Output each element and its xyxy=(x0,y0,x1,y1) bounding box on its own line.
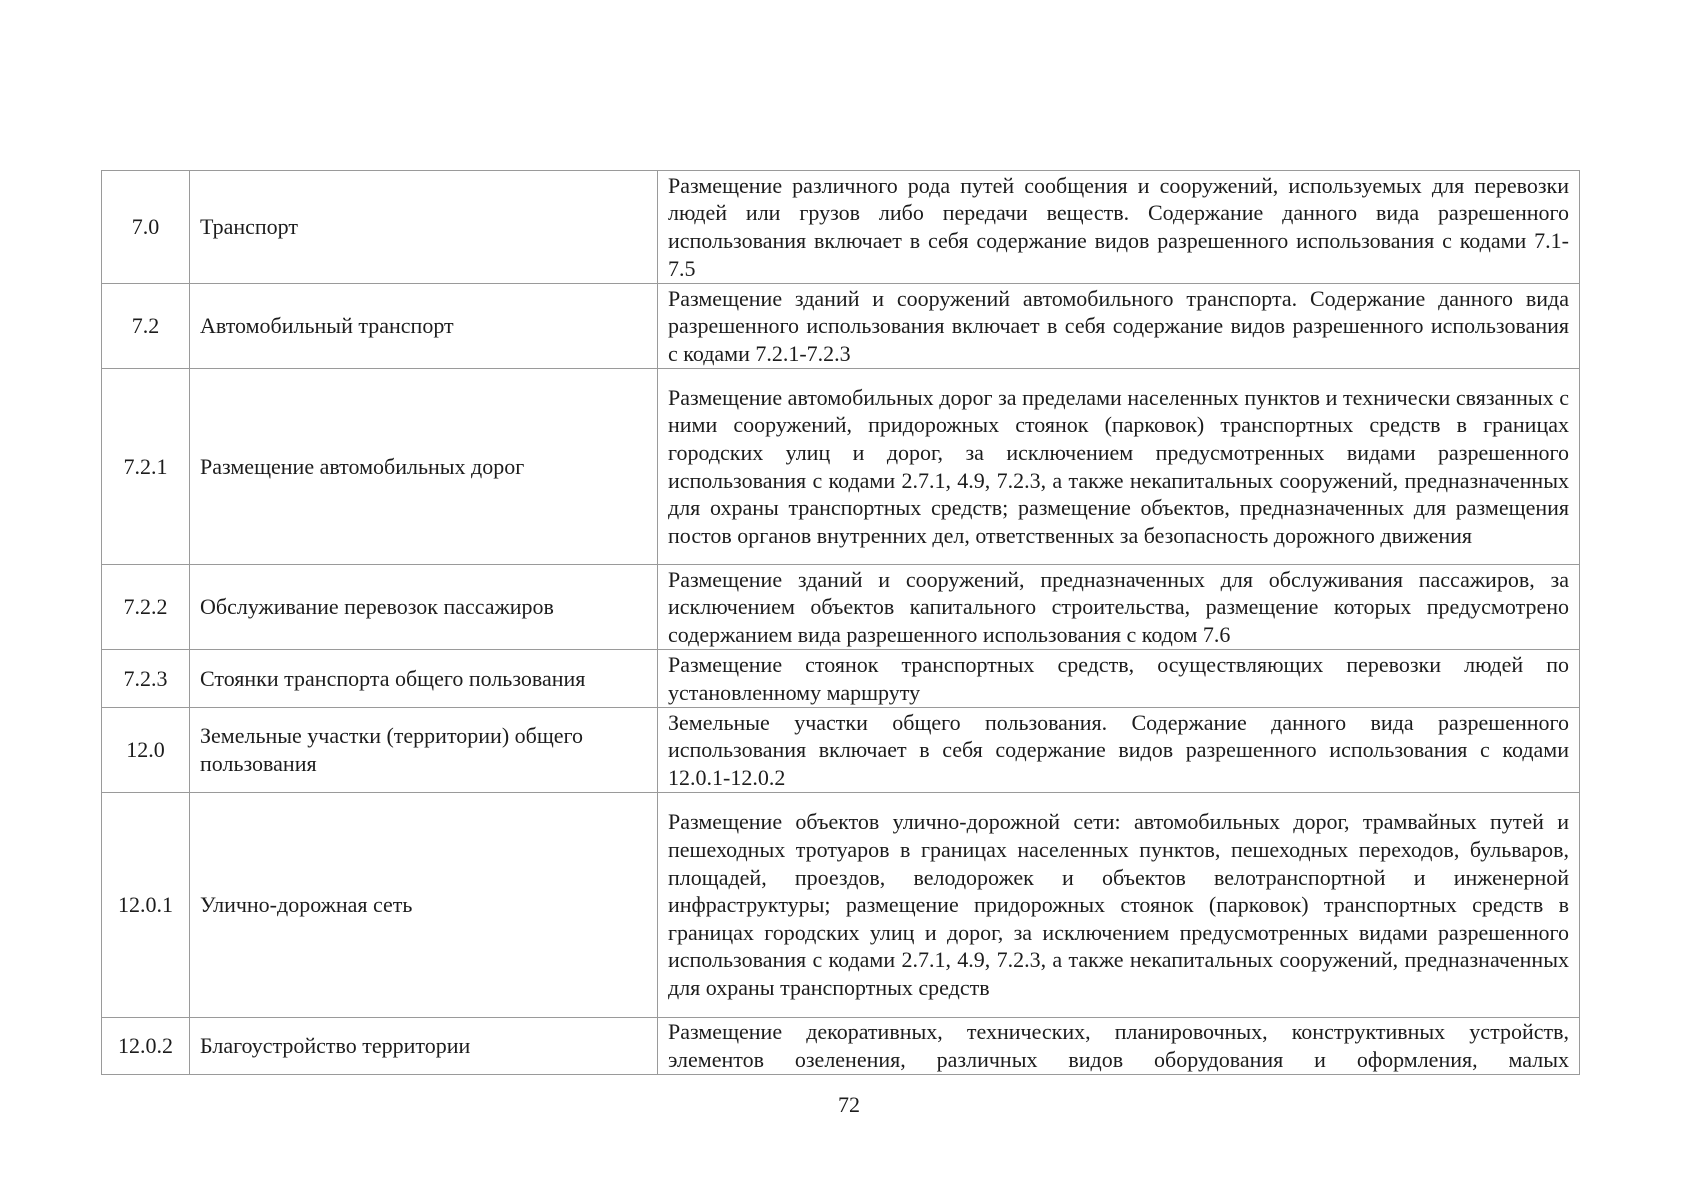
table-row xyxy=(102,708,1580,793)
row-name: Благоустройство территории xyxy=(190,1018,658,1075)
row-name: Земельные участки (территории) общего пользования xyxy=(190,708,658,793)
row-description: Размещение декоративных, технических, планировочных, конструктивных устройств, элементов озеленения, различных видов оборудования и оформления, малых xyxy=(668,1019,1569,1072)
row-name: Автомобильный транспорт xyxy=(190,284,658,369)
row-description: Земельные участки общего пользования. Содержание данного вида разрешенного использования включает в себя содержание видов разрешенного использования с кодами 12.0.1-12.0.2 xyxy=(658,708,1580,793)
table-row xyxy=(102,284,1580,369)
row-code: 12.0 xyxy=(102,708,190,793)
table-row xyxy=(102,793,1580,1018)
table-row xyxy=(102,369,1580,565)
row-description: Размещение стоянок транспортных средств, осуществляющих перевозки людей по установленному маршруту xyxy=(658,650,1580,708)
page-number: 72 xyxy=(838,1092,860,1117)
row-name: Транспорт xyxy=(190,171,658,284)
row-code: 12.0.2 xyxy=(102,1018,190,1075)
row-name: Обслуживание перевозок пассажиров xyxy=(190,565,658,650)
table-row xyxy=(102,650,1580,708)
row-code: 7.2 xyxy=(102,284,190,369)
row-description: Размещение различного рода путей сообщения и сооружений, используемых для перевозки людей или грузов либо передачи веществ. Содержание данного вида разрешенного использования включает в себя содержание видов разрешенного использования с кодами 7.1-7.5 xyxy=(658,171,1580,284)
row-code: 7.2.1 xyxy=(102,369,190,565)
row-code: 7.2.3 xyxy=(102,650,190,708)
row-code: 7.0 xyxy=(102,171,190,284)
row-description: Размещение объектов улично-дорожной сети: автомобильных дорог, трамвайных путей и пешеходных тротуаров в границах населенных пунктов, пешеходных переходов, бульваров, площадей, проездов, велодорожек и объектов велотранспортной и инженерной инфраструктуры; размещение придорожных стоянок (парковок) транспортных средств в границах городских улиц и дорог, за исключением предусмотренных видами разрешенного использования с кодами 2.7.1, 4.9, 7.2.3, а также некапитальных сооружений, предназначенных для охраны транспортных средств xyxy=(658,793,1580,1018)
row-description: Размещение зданий и сооружений автомобильного транспорта. Содержание данного вида разрешенного использования включает в себя содержание видов разрешенного использования с кодами 7.2.1-7.2.3 xyxy=(658,284,1580,369)
table-row xyxy=(102,565,1580,650)
row-name: Стоянки транспорта общего пользования xyxy=(190,650,658,708)
land-use-table xyxy=(101,170,1580,1075)
table-row xyxy=(102,171,1580,284)
row-code: 7.2.2 xyxy=(102,565,190,650)
row-name: Улично-дорожная сеть xyxy=(190,793,658,1018)
table-row xyxy=(102,1018,1580,1075)
row-description: Размещение автомобильных дорог за пределами населенных пунктов и технически связанных с ними сооружений, придорожных стоянок (парковок) транспортных средств в границах городских улиц и дорог, за исключением предусмотренных видами разрешенного использования с кодами 2.7.1, 4.9, 7.2.3, а также некапитальных сооружений, предназначенных для охраны транспортных средств; размещение объектов, предназначенных для размещения постов органов внутренних дел, ответственных за безопасность дорожного движения xyxy=(658,369,1580,565)
row-code: 12.0.1 xyxy=(102,793,190,1018)
row-name: Размещение автомобильных дорог xyxy=(190,369,658,565)
row-description-cell xyxy=(658,1018,1580,1075)
row-description: Размещение зданий и сооружений, предназначенных для обслуживания пассажиров, за исключением объектов капитального строительства, размещение которых предусмотрено содержанием вида разрешенного использования с кодом 7.6 xyxy=(658,565,1580,650)
